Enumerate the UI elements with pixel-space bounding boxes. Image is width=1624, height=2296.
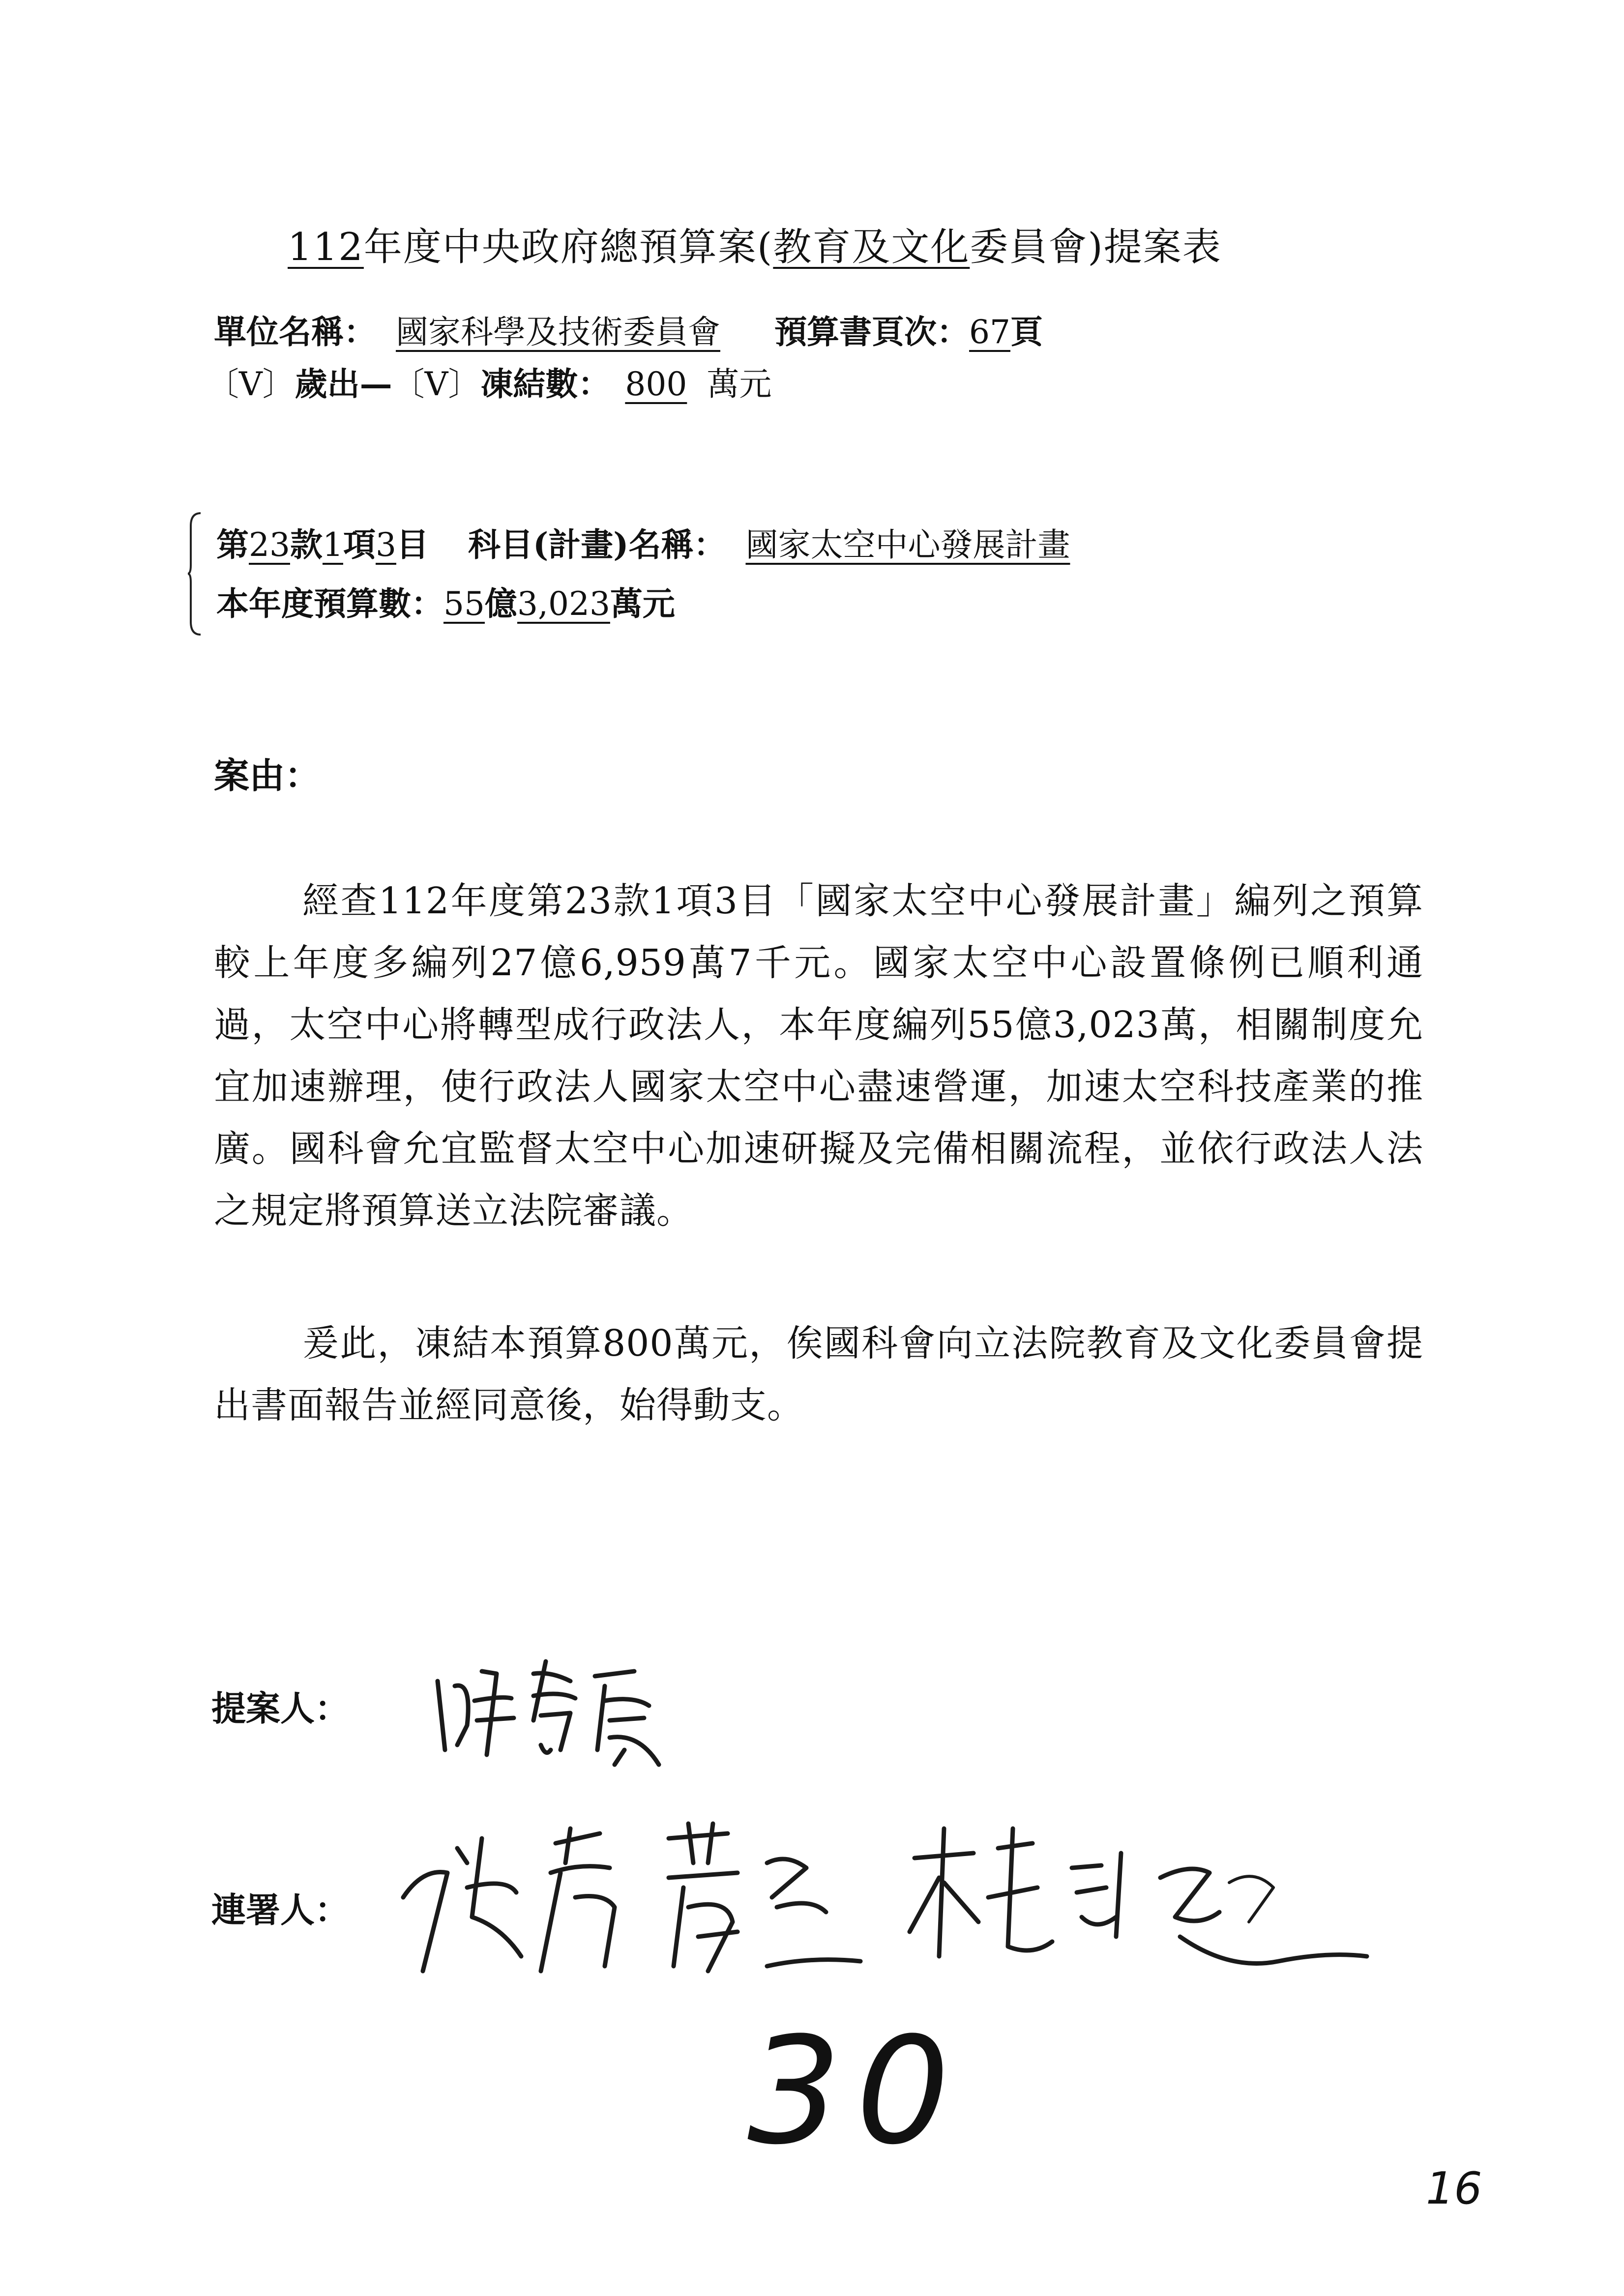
item-line xyxy=(216,519,1085,565)
subject-value: 國家太空中心發展計畫 xyxy=(745,526,1070,564)
handwritten-number: 30 xyxy=(747,2005,965,2177)
reason-paragraph-2: 爰此，凍結本預算800萬元，俟國科會向立法院教育及文化委員會提出書面報告並經同意後，始得動支。 xyxy=(214,1322,1423,1426)
brace-bracket xyxy=(187,511,202,637)
kuan-prefix: 第 xyxy=(216,525,249,564)
unit-line xyxy=(214,306,1043,352)
cosigner-label: 連署人： xyxy=(211,1889,349,1930)
budget-line xyxy=(216,578,675,624)
unit-value: 國家科學及技術委員會 xyxy=(396,313,720,351)
expenditure-checkbox: 〔V〕 xyxy=(207,365,295,403)
freeze-checkbox: 〔V〕 xyxy=(392,365,481,403)
mu-unit: 目 xyxy=(396,525,429,564)
xiang-number: 1 xyxy=(322,526,343,564)
budget-label: 本年度預算數： xyxy=(216,584,443,623)
freeze-line xyxy=(207,358,771,405)
title-year: 112 xyxy=(288,225,364,269)
proposer-label: 提案人： xyxy=(211,1688,349,1729)
budget-yi: 55 xyxy=(443,585,485,623)
reason-label: 案由： xyxy=(214,755,321,796)
page-title xyxy=(288,216,1222,271)
kuan-unit: 款 xyxy=(290,525,323,564)
subject-label: 科目(計畫)名稱： xyxy=(468,525,726,564)
budget-wan-unit: 萬元 xyxy=(610,584,675,623)
budget-page-label: 預算書頁次： xyxy=(774,313,969,351)
budget-yi-unit: 億 xyxy=(484,584,517,623)
title-text-b: 委員會)提案表 xyxy=(970,225,1222,269)
freeze-unit: 萬元 xyxy=(707,365,772,403)
cosigner-signatures xyxy=(393,1809,1387,1996)
budget-page-unit: 頁 xyxy=(1010,313,1043,351)
mu-number: 3 xyxy=(375,526,396,564)
kuan-number: 23 xyxy=(249,526,290,564)
reason-paragraph-1: 經查112年度第23款1項3目「國家太空中心發展計畫」編列之預算較上年度多編列27億6,959萬7千元。國家太空中心設置條例已順利通過，太空中心將轉型成行政法人，本年度編列55億3,023萬，相關制度允宜加速辦理，使行政法人國家太空中心盡速營運，加速太空科技產業的推廣。國科會允宜監督太空中心加速研擬及完備相關流程，並依行政法人法之規定將預算送立法院審議。 xyxy=(214,880,1423,1232)
budget-page-value: 67 xyxy=(969,313,1010,351)
title-text-a: 年度中央政府總預算案( xyxy=(363,225,773,269)
unit-label: 單位名稱： xyxy=(214,313,376,351)
freeze-label: 凍結數： xyxy=(480,365,611,403)
title-committee: 教育及文化 xyxy=(773,225,970,269)
budget-wan: 3,023 xyxy=(517,585,610,623)
xiang-unit: 項 xyxy=(343,525,376,564)
expenditure-label: 歲出— xyxy=(295,365,392,403)
page-number: 16 xyxy=(1426,2163,1482,2214)
freeze-amount: 800 xyxy=(625,365,687,403)
proposer-signature xyxy=(428,1652,703,1770)
